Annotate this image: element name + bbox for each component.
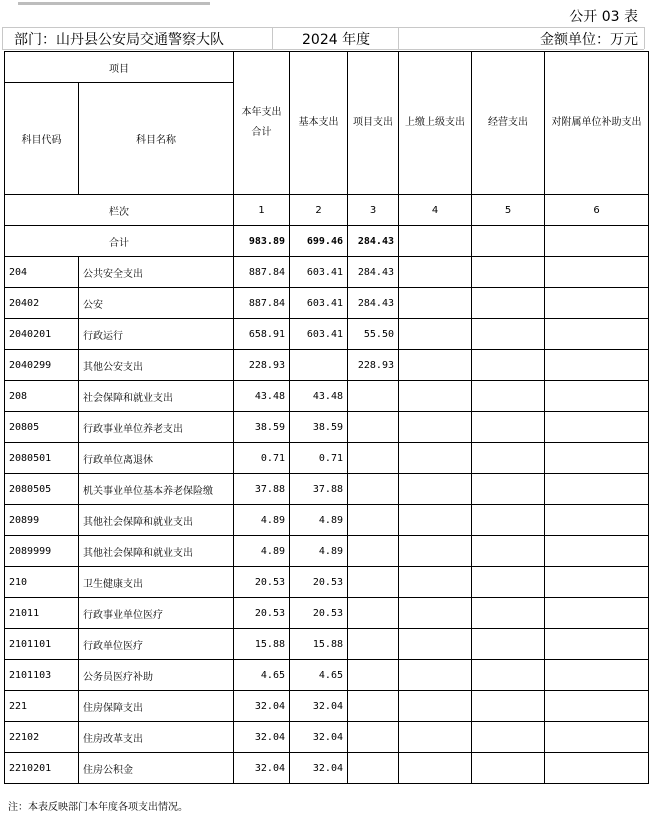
summary-upper	[399, 226, 472, 257]
row-basic: 4.65	[290, 660, 348, 691]
row-basic: 20.53	[290, 598, 348, 629]
table-row	[5, 443, 649, 474]
table-row	[5, 629, 649, 660]
summary-label: 合计	[5, 226, 234, 257]
row-business	[472, 598, 545, 629]
row-business	[472, 257, 545, 288]
row-project: 228.93	[348, 350, 399, 381]
row-upper	[399, 567, 472, 598]
row-project	[348, 443, 399, 474]
row-name: 社会保障和就业支出	[79, 381, 234, 412]
row-upper	[399, 691, 472, 722]
row-total: 658.91	[234, 319, 290, 350]
row-basic: 603.41	[290, 257, 348, 288]
lane-num: 2	[290, 195, 348, 226]
form-number: 公开 03 表	[569, 9, 638, 25]
row-business	[472, 691, 545, 722]
header-rule-bottom	[2, 49, 644, 50]
row-business	[472, 412, 545, 443]
header-business: 经营支出	[472, 52, 545, 195]
row-basic: 37.88	[290, 474, 348, 505]
row-code: 2101101	[5, 629, 79, 660]
row-subsidy	[545, 722, 649, 753]
row-business	[472, 722, 545, 753]
row-subsidy	[545, 474, 649, 505]
row-code: 2101103	[5, 660, 79, 691]
header-rule-right	[644, 27, 645, 49]
row-code: 2040201	[5, 319, 79, 350]
row-code: 21011	[5, 598, 79, 629]
row-upper	[399, 350, 472, 381]
row-project: 284.43	[348, 257, 399, 288]
header-rule-left	[2, 27, 3, 49]
row-upper	[399, 722, 472, 753]
row-total: 4.65	[234, 660, 290, 691]
row-subsidy	[545, 381, 649, 412]
summary-business	[472, 226, 545, 257]
row-upper	[399, 381, 472, 412]
row-subsidy	[545, 505, 649, 536]
row-project	[348, 722, 399, 753]
row-project	[348, 567, 399, 598]
row-name: 其他公安支出	[79, 350, 234, 381]
table-row	[5, 412, 649, 443]
row-basic: 38.59	[290, 412, 348, 443]
row-total: 37.88	[234, 474, 290, 505]
row-upper	[399, 474, 472, 505]
row-code: 20805	[5, 412, 79, 443]
row-name: 公共安全支出	[79, 257, 234, 288]
table-row	[5, 257, 649, 288]
row-total: 32.04	[234, 691, 290, 722]
row-subsidy	[545, 753, 649, 784]
lane-num: 1	[234, 195, 290, 226]
row-business	[472, 381, 545, 412]
row-subsidy	[545, 567, 649, 598]
row-subsidy	[545, 443, 649, 474]
row-project	[348, 505, 399, 536]
expenditure-table	[4, 51, 649, 784]
row-business	[472, 753, 545, 784]
row-upper	[399, 536, 472, 567]
table-row	[5, 722, 649, 753]
fiscal-year: 2024 年度	[302, 32, 371, 48]
row-basic: 43.48	[290, 381, 348, 412]
row-code: 2040299	[5, 350, 79, 381]
row-project	[348, 381, 399, 412]
row-subsidy	[545, 536, 649, 567]
row-total: 4.89	[234, 536, 290, 567]
row-name: 行政单位医疗	[79, 629, 234, 660]
row-subsidy	[545, 660, 649, 691]
row-basic: 4.89	[290, 536, 348, 567]
row-subsidy	[545, 350, 649, 381]
row-business	[472, 443, 545, 474]
row-name: 公安	[79, 288, 234, 319]
department-label: 部门：山丹县公安局交通警察大队	[14, 32, 224, 48]
row-subsidy	[545, 319, 649, 350]
table-row	[5, 536, 649, 567]
summary-total: 983.89	[234, 226, 290, 257]
lane-label: 栏次	[5, 195, 234, 226]
row-business	[472, 567, 545, 598]
row-subsidy	[545, 288, 649, 319]
row-subsidy	[545, 412, 649, 443]
summary-project: 284.43	[348, 226, 399, 257]
row-project: 284.43	[348, 288, 399, 319]
row-total: 228.93	[234, 350, 290, 381]
row-subsidy	[545, 257, 649, 288]
row-business	[472, 319, 545, 350]
row-project	[348, 691, 399, 722]
row-name: 行政运行	[79, 319, 234, 350]
table-row	[5, 319, 649, 350]
table-row	[5, 381, 649, 412]
header-total: 本年支出合计	[234, 52, 290, 195]
report-header	[0, 0, 654, 52]
table-row	[5, 753, 649, 784]
row-basic	[290, 350, 348, 381]
table-row	[5, 598, 649, 629]
row-business	[472, 505, 545, 536]
row-code: 204	[5, 257, 79, 288]
row-basic: 15.88	[290, 629, 348, 660]
header-subsidy: 对附属单位补助支出	[545, 52, 649, 195]
row-project: 55.50	[348, 319, 399, 350]
row-upper	[399, 257, 472, 288]
row-name: 住房保障支出	[79, 691, 234, 722]
row-total: 20.53	[234, 598, 290, 629]
row-basic: 4.89	[290, 505, 348, 536]
row-business	[472, 288, 545, 319]
row-name: 卫生健康支出	[79, 567, 234, 598]
row-name: 行政事业单位养老支出	[79, 412, 234, 443]
header-upper: 上缴上级支出	[399, 52, 472, 195]
row-code: 2080505	[5, 474, 79, 505]
row-basic: 32.04	[290, 691, 348, 722]
row-total: 32.04	[234, 753, 290, 784]
row-upper	[399, 505, 472, 536]
header-name: 科目名称	[79, 83, 234, 195]
row-business	[472, 629, 545, 660]
row-code: 2210201	[5, 753, 79, 784]
header-code: 科目代码	[5, 83, 79, 195]
row-total: 38.59	[234, 412, 290, 443]
row-code: 210	[5, 567, 79, 598]
row-business	[472, 350, 545, 381]
row-code: 20402	[5, 288, 79, 319]
header-rule-mid-1	[272, 27, 273, 49]
row-project	[348, 629, 399, 660]
row-code: 208	[5, 381, 79, 412]
row-code: 2080501	[5, 443, 79, 474]
row-total: 4.89	[234, 505, 290, 536]
row-basic: 603.41	[290, 288, 348, 319]
row-total: 0.71	[234, 443, 290, 474]
row-upper	[399, 319, 472, 350]
row-project	[348, 474, 399, 505]
row-code: 20899	[5, 505, 79, 536]
lane-num: 3	[348, 195, 399, 226]
header-basic: 基本支出	[290, 52, 348, 195]
row-name: 住房公积金	[79, 753, 234, 784]
row-name: 行政单位离退休	[79, 443, 234, 474]
row-upper	[399, 753, 472, 784]
row-total: 887.84	[234, 257, 290, 288]
row-basic: 32.04	[290, 753, 348, 784]
row-code: 22102	[5, 722, 79, 753]
row-project	[348, 412, 399, 443]
lane-num: 4	[399, 195, 472, 226]
table-row	[5, 350, 649, 381]
row-basic: 0.71	[290, 443, 348, 474]
row-code: 221	[5, 691, 79, 722]
header-rule-mid-2	[398, 27, 399, 49]
summary-subsidy	[545, 226, 649, 257]
row-total: 15.88	[234, 629, 290, 660]
row-name: 住房改革支出	[79, 722, 234, 753]
table-row	[5, 660, 649, 691]
row-subsidy	[545, 629, 649, 660]
row-business	[472, 536, 545, 567]
row-project	[348, 660, 399, 691]
row-subsidy	[545, 598, 649, 629]
table-row	[5, 691, 649, 722]
row-subsidy	[545, 691, 649, 722]
footnote: 注：本表反映部门本年度各项支出情况。	[8, 802, 188, 813]
row-upper	[399, 443, 472, 474]
lane-num: 6	[545, 195, 649, 226]
row-name: 其他社会保障和就业支出	[79, 536, 234, 567]
row-basic: 603.41	[290, 319, 348, 350]
row-business	[472, 660, 545, 691]
table-row	[5, 288, 649, 319]
row-project	[348, 598, 399, 629]
header-rule-top	[2, 27, 644, 28]
row-name: 其他社会保障和就业支出	[79, 505, 234, 536]
row-project	[348, 753, 399, 784]
row-total: 32.04	[234, 722, 290, 753]
row-upper	[399, 412, 472, 443]
header-item: 项目	[5, 52, 234, 83]
row-name: 公务员医疗补助	[79, 660, 234, 691]
row-business	[472, 474, 545, 505]
row-total: 887.84	[234, 288, 290, 319]
row-basic: 20.53	[290, 567, 348, 598]
row-total: 43.48	[234, 381, 290, 412]
currency-unit: 金额单位：万元	[540, 32, 638, 48]
row-basic: 32.04	[290, 722, 348, 753]
row-name: 行政事业单位医疗	[79, 598, 234, 629]
row-total: 20.53	[234, 567, 290, 598]
row-upper	[399, 598, 472, 629]
row-project	[348, 536, 399, 567]
row-code: 2089999	[5, 536, 79, 567]
table-row	[5, 505, 649, 536]
table-row	[5, 474, 649, 505]
row-name: 机关事业单位基本养老保险缴	[79, 474, 234, 505]
row-upper	[399, 660, 472, 691]
table-row	[5, 567, 649, 598]
header-project: 项目支出	[348, 52, 399, 195]
summary-basic: 699.46	[290, 226, 348, 257]
row-upper	[399, 288, 472, 319]
lane-num: 5	[472, 195, 545, 226]
row-upper	[399, 629, 472, 660]
